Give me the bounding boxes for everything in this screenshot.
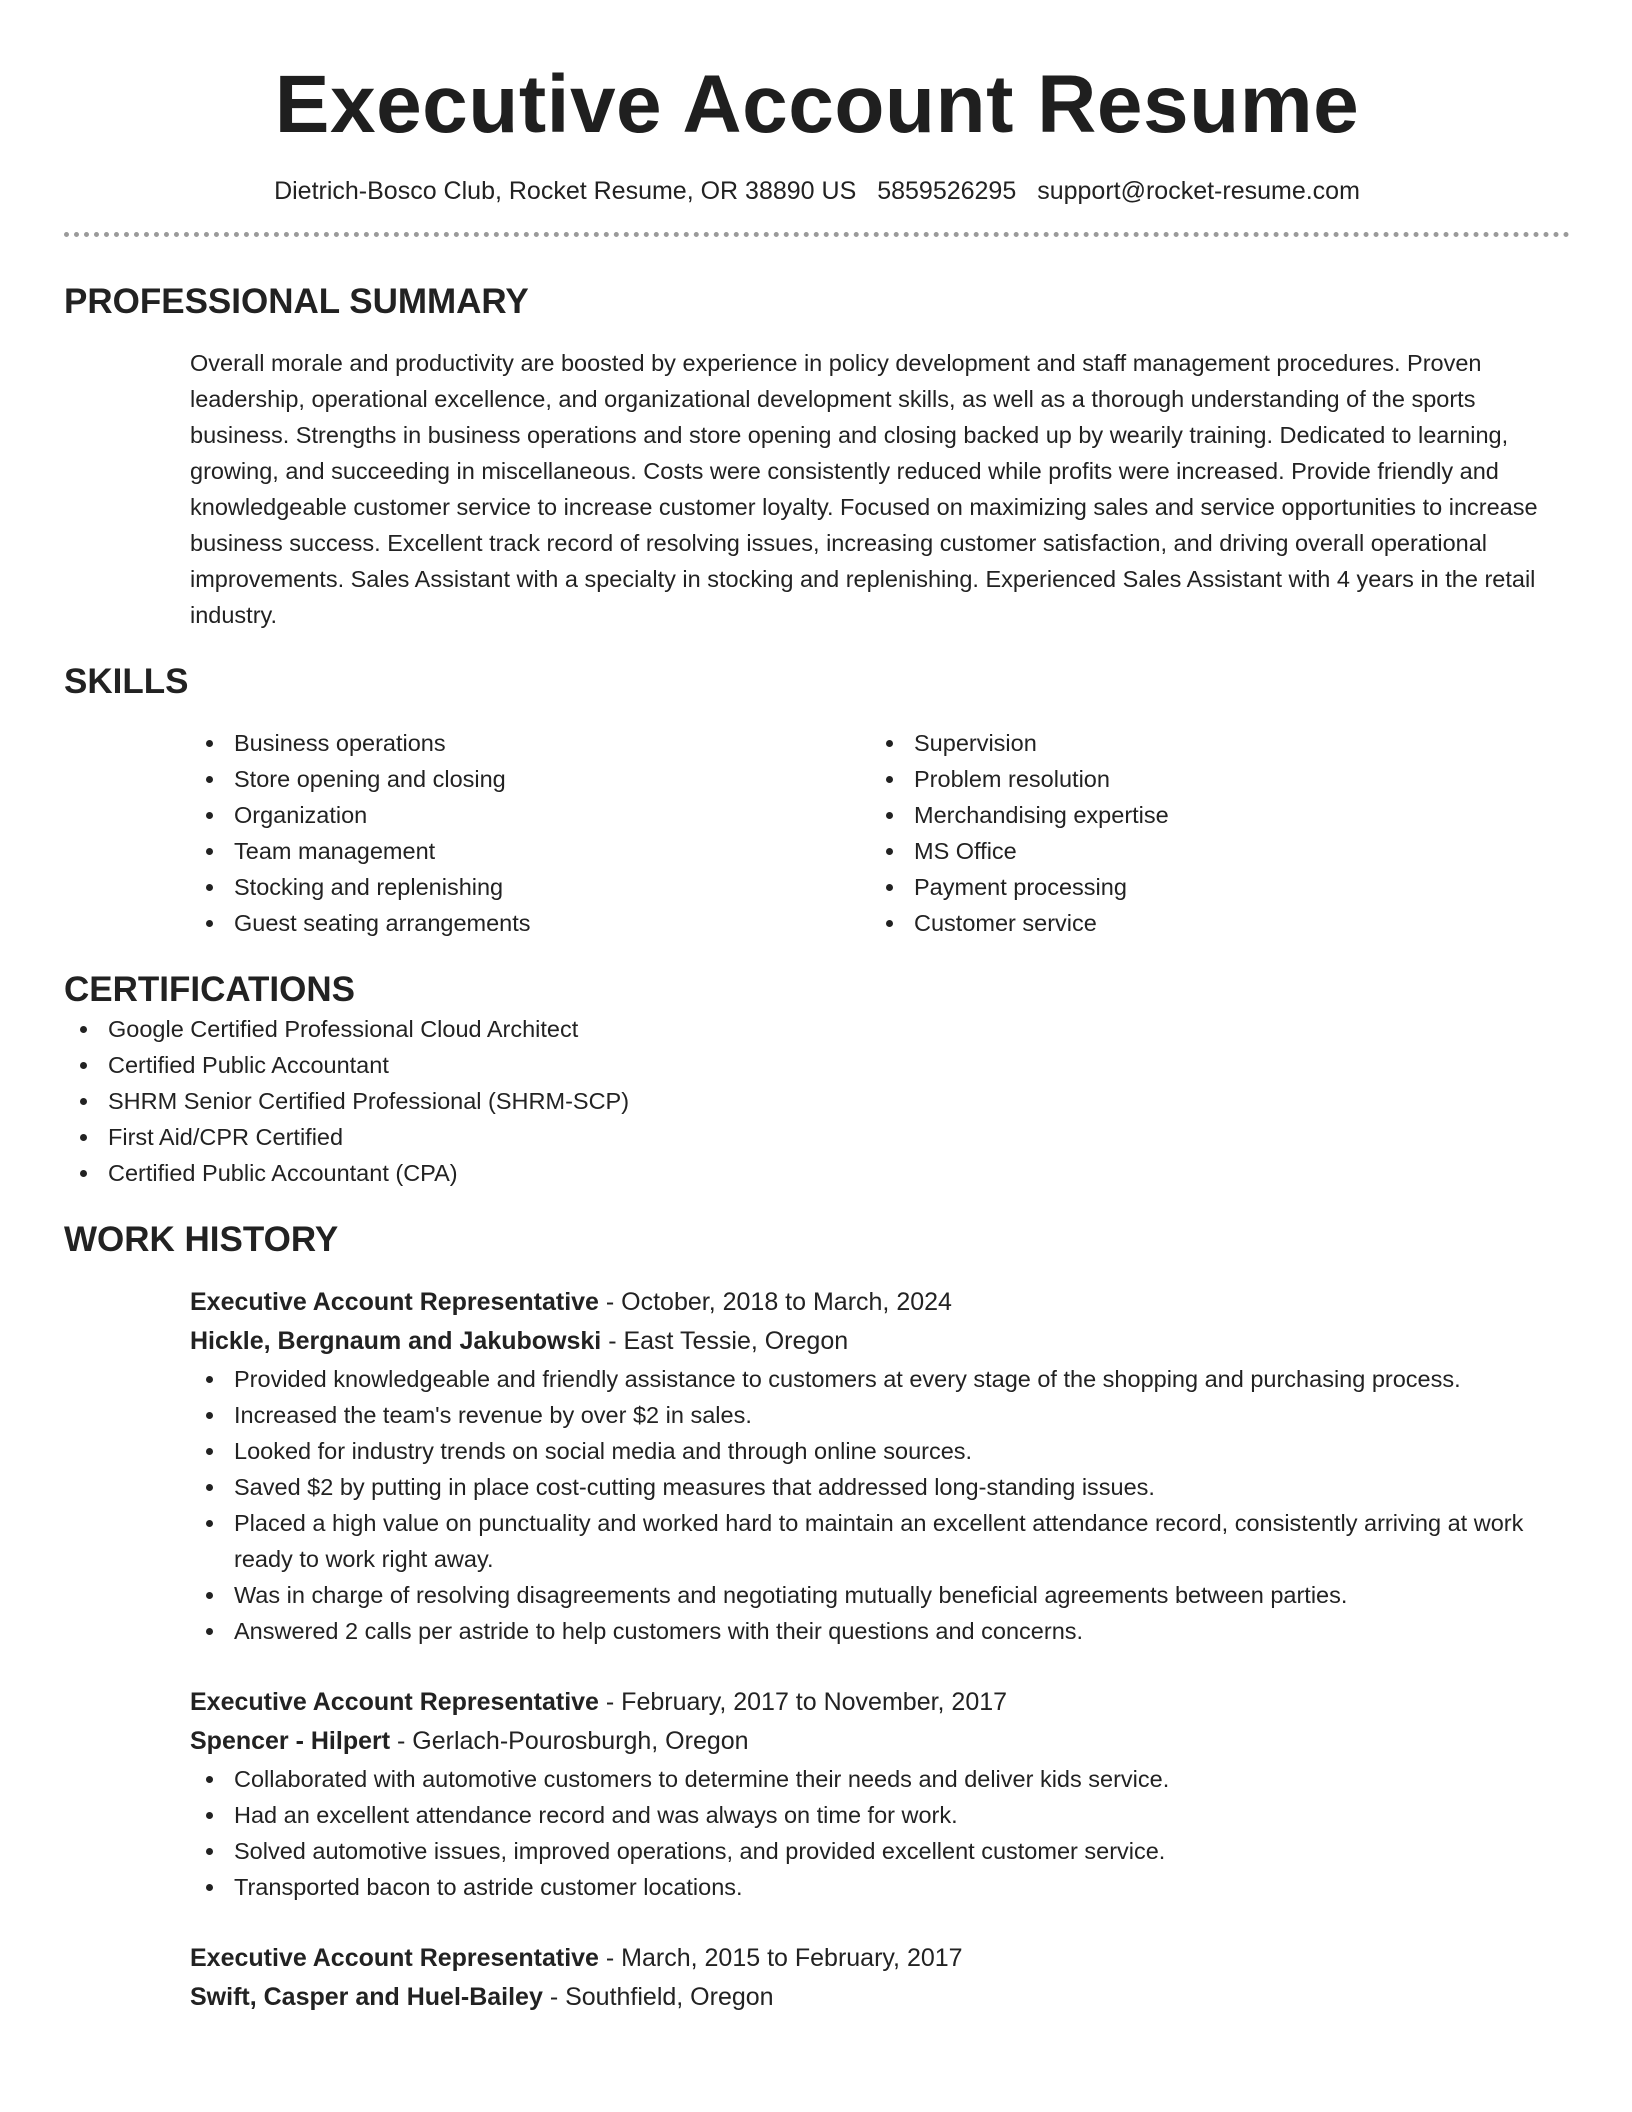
certifications-heading: CERTIFICATIONS xyxy=(64,970,356,1010)
skill-item: Organization xyxy=(190,797,870,833)
job-title-line xyxy=(190,1939,1570,1978)
certification-item: Certified Public Accountant xyxy=(64,1047,1570,1083)
certifications-section xyxy=(64,969,1570,1191)
job-title-line xyxy=(190,1283,1570,1322)
skills-heading: SKILLS xyxy=(64,662,189,702)
job-company-line xyxy=(190,1722,1570,1761)
certifications-list xyxy=(64,1011,1570,1191)
summary-heading: PROFESSIONAL SUMMARY xyxy=(64,282,529,322)
resume-page xyxy=(64,0,1570,2017)
resume-title: Executive Account Resume xyxy=(274,59,1360,150)
job-role: Executive Account Representative xyxy=(190,1688,599,1717)
contact-email[interactable]: support@rocket-resume.com xyxy=(1037,177,1360,206)
job-location: - East Tessie, Oregon xyxy=(601,1327,849,1356)
certification-item: Google Certified Professional Cloud Architect xyxy=(64,1011,1570,1047)
header-divider xyxy=(64,232,1570,237)
skill-item: Business operations xyxy=(190,725,870,761)
job-duty-item: Increased the team's revenue by over $2 in sales. xyxy=(190,1397,1570,1433)
job-company-line xyxy=(190,1322,1570,1361)
skills-section xyxy=(64,661,1570,941)
skill-item: Customer service xyxy=(870,905,1550,941)
job-entry xyxy=(190,1683,1570,1905)
certification-item: SHRM Senior Certified Professional (SHRM-SCP) xyxy=(64,1083,1570,1119)
contact-phone: 5859526295 xyxy=(877,177,1017,206)
job-duty-item: Answered 2 calls per astride to help customers with their questions and concerns. xyxy=(190,1613,1570,1649)
job-location: - Southfield, Oregon xyxy=(542,1983,774,2012)
job-company-line xyxy=(190,1978,1570,2017)
job-duty-item: Provided knowledgeable and friendly assistance to customers at every stage of the shopping and purchasing process. xyxy=(190,1361,1570,1397)
job-company: Hickle, Bergnaum and Jakubowski xyxy=(190,1327,602,1356)
job-company: Swift, Casper and Huel-Bailey xyxy=(190,1983,543,2012)
job-dates: - October, 2018 to March, 2024 xyxy=(598,1288,952,1317)
skill-item: Merchandising expertise xyxy=(870,797,1550,833)
skill-item: Guest seating arrangements xyxy=(190,905,870,941)
summary-section xyxy=(64,281,1570,633)
job-duty-item: Placed a high value on punctuality and worked hard to maintain an excellent attendance record, consistently arriving at work ready to work right away. xyxy=(190,1505,1570,1577)
job-role: Executive Account Representative xyxy=(190,1288,599,1317)
job-duty-item: Was in charge of resolving disagreements and negotiating mutually beneficial agreements between parties. xyxy=(190,1577,1570,1613)
job-duty-item: Had an excellent attendance record and was always on time for work. xyxy=(190,1797,1570,1833)
skill-item: Problem resolution xyxy=(870,761,1550,797)
contact-line xyxy=(64,176,1570,206)
work-history-section xyxy=(64,1219,1570,2017)
job-duties-list xyxy=(190,1761,1570,1905)
job-entry xyxy=(190,1283,1570,1649)
job-duty-item: Saved $2 by putting in place cost-cutting measures that addressed long-standing issues. xyxy=(190,1469,1570,1505)
job-location: - Gerlach-Pourosburgh, Oregon xyxy=(390,1727,749,1756)
work-history-heading: WORK HISTORY xyxy=(64,1220,339,1260)
skill-item: Team management xyxy=(190,833,870,869)
skills-column-left xyxy=(190,725,870,941)
job-duties-list xyxy=(190,1361,1570,1649)
certification-item: First Aid/CPR Certified xyxy=(64,1119,1570,1155)
skill-item: MS Office xyxy=(870,833,1550,869)
job-duty-item: Looked for industry trends on social media and through online sources. xyxy=(190,1433,1570,1469)
job-duty-item: Transported bacon to astride customer locations. xyxy=(190,1869,1570,1905)
job-entry xyxy=(190,1939,1570,2017)
job-role: Executive Account Representative xyxy=(190,1944,599,1973)
job-duty-item: Solved automotive issues, improved operations, and provided excellent customer service. xyxy=(190,1833,1570,1869)
job-duty-item: Collaborated with automotive customers to determine their needs and deliver kids service. xyxy=(190,1761,1570,1797)
job-dates: - March, 2015 to February, 2017 xyxy=(598,1944,963,1973)
skills-column-right xyxy=(870,725,1550,941)
skill-item: Supervision xyxy=(870,725,1550,761)
contact-address: Dietrich-Bosco Club, Rocket Resume, OR 38890 US xyxy=(274,177,857,206)
skill-item: Store opening and closing xyxy=(190,761,870,797)
skill-item: Stocking and replenishing xyxy=(190,869,870,905)
job-title-line xyxy=(190,1683,1570,1722)
summary-text: Overall morale and productivity are boosted by experience in policy development and staff management procedures. Proven leadership, operational excellence, and organizational development skills, as well as a thorough understanding of the sports business. Strengths in business operations and store opening and closing backed up by wearily training. Dedicated to learning, growing, and succeeding in miscellaneous. Costs were consistently reduced while profits were increased. Provide friendly and knowledgeable customer service to increase customer loyalty. Focused on maximizing sales and service opportunities to increase business success. Excellent track record of resolving issues, increasing customer satisfaction, and driving overall operational improvements. Sales Assistant with a specialty in stocking and replenishing. Experienced Sales Assistant with 4 years in the retail industry. xyxy=(190,350,1538,629)
skills-grid xyxy=(190,725,1570,941)
job-dates: - February, 2017 to November, 2017 xyxy=(598,1688,1008,1717)
skill-item: Payment processing xyxy=(870,869,1550,905)
job-company: Spencer - Hilpert xyxy=(190,1727,391,1756)
certification-item: Certified Public Accountant (CPA) xyxy=(64,1155,1570,1191)
